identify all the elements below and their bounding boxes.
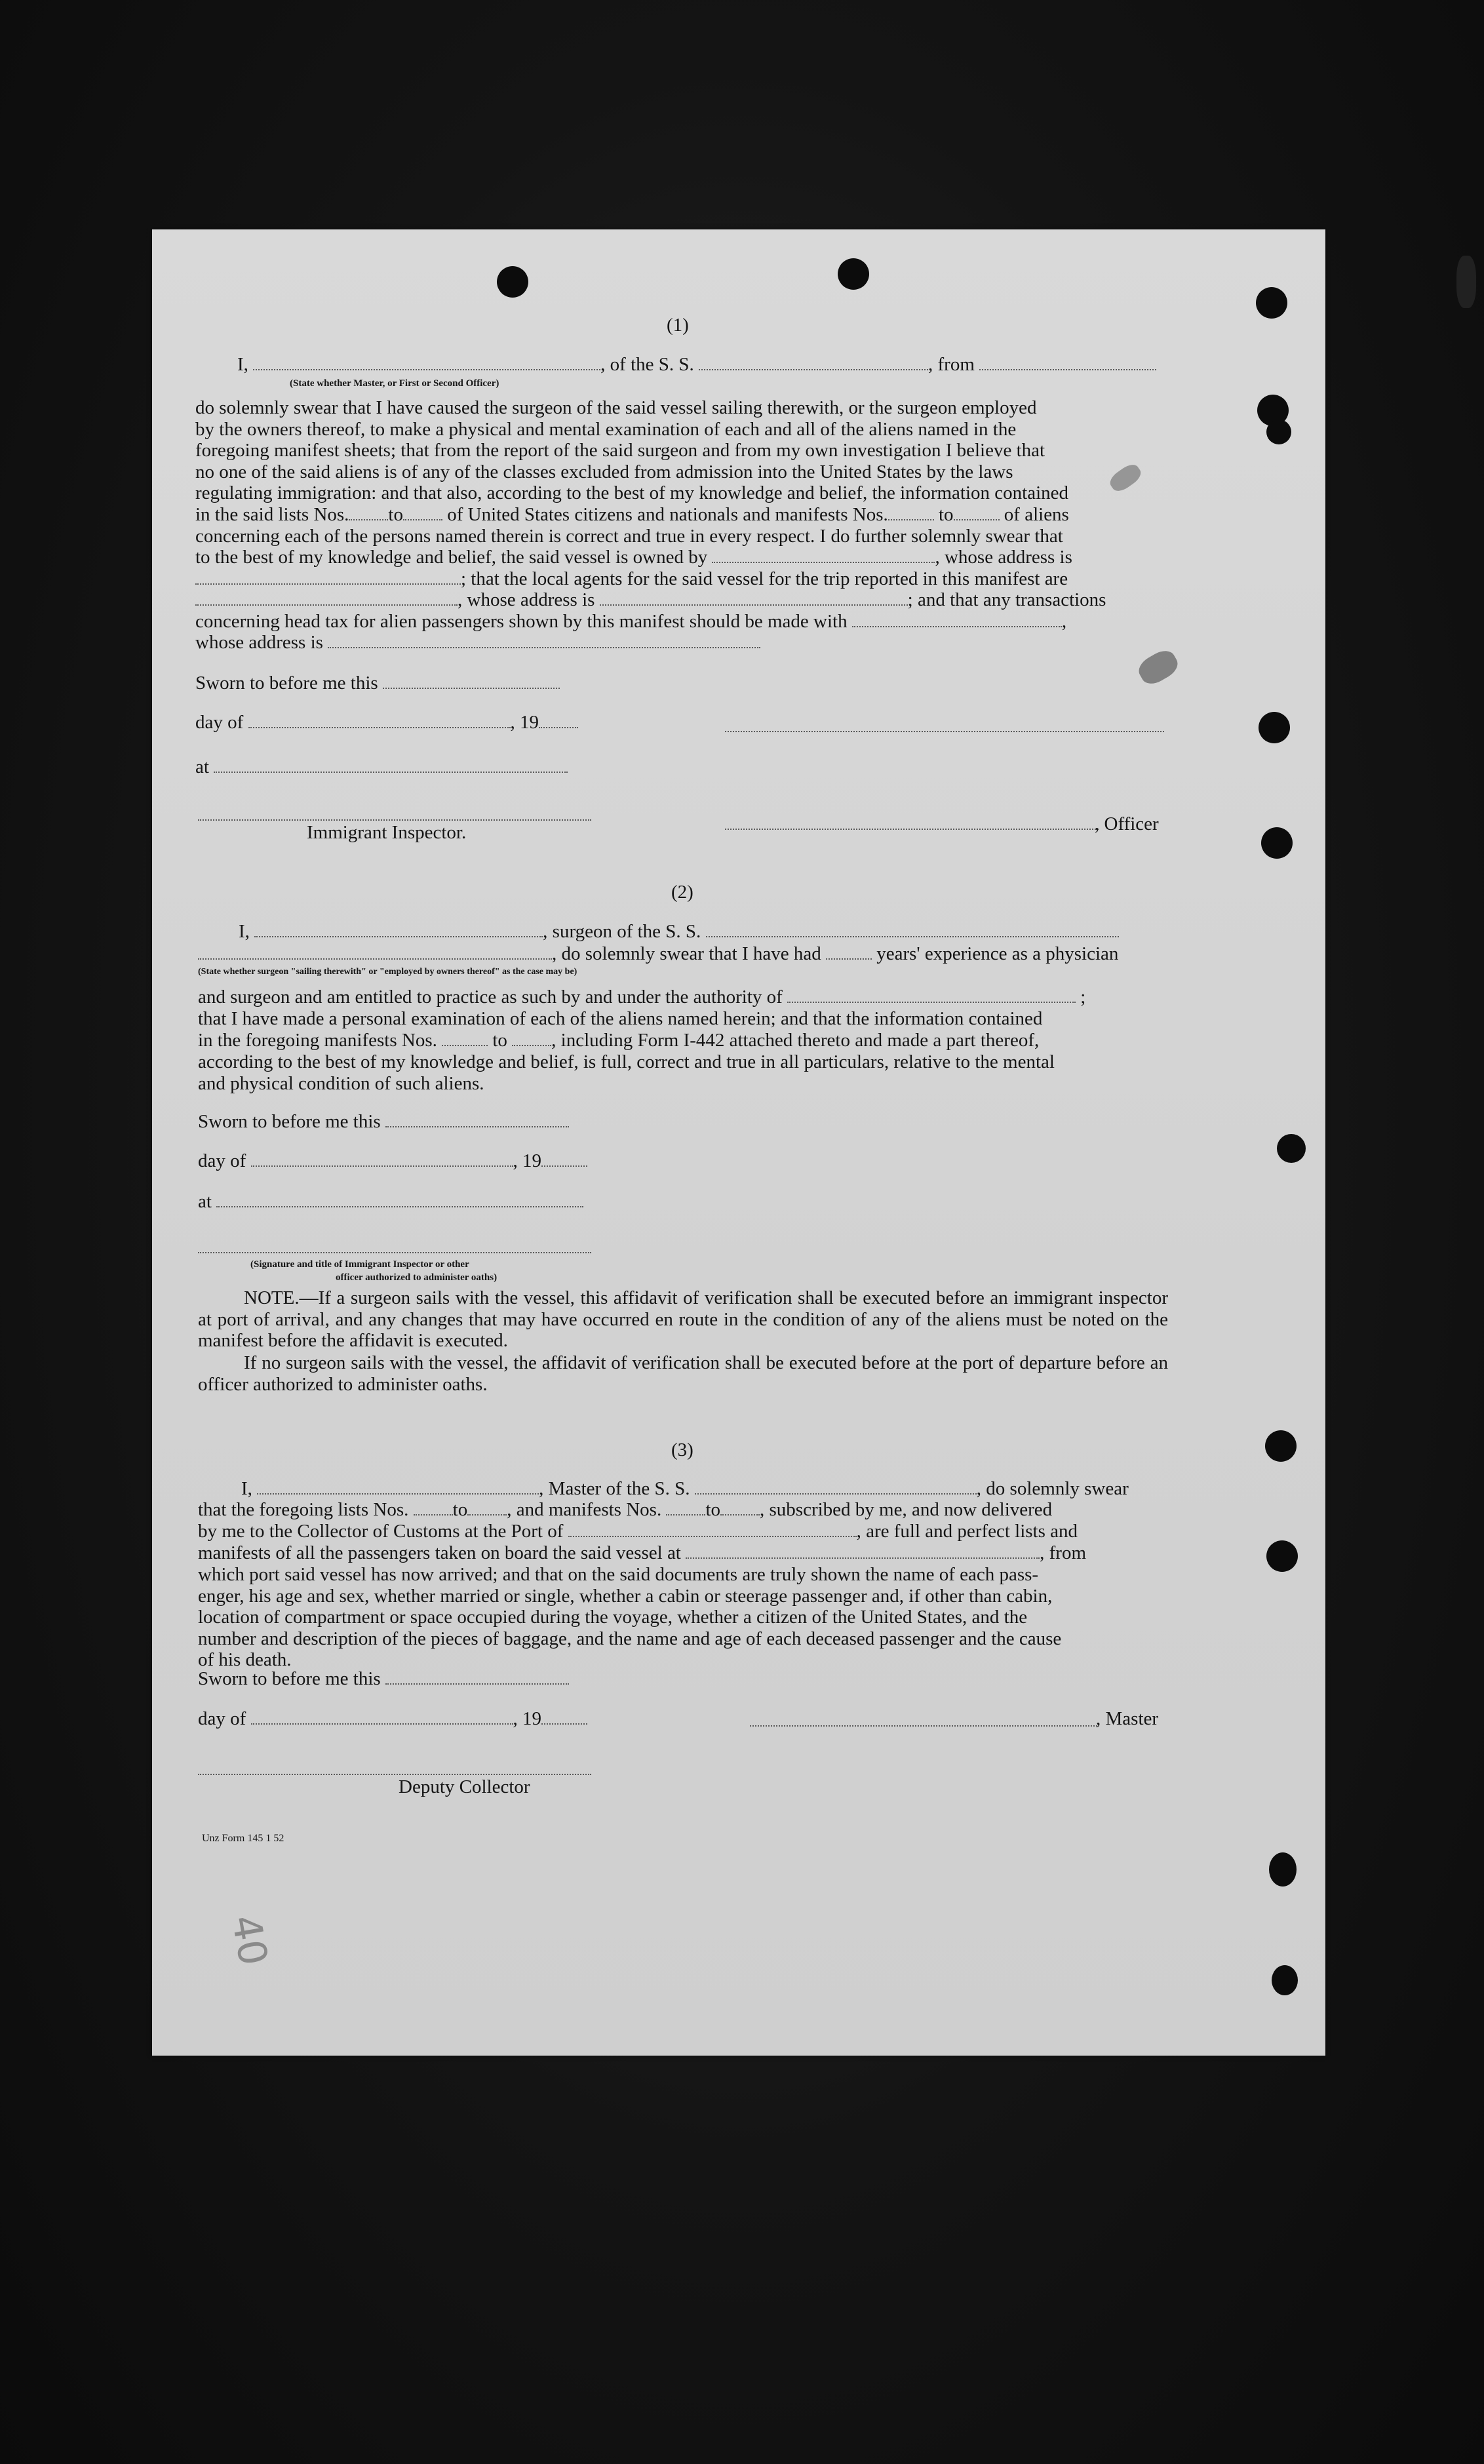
text: Sworn to before me this (198, 1668, 381, 1689)
blank-field (852, 612, 1062, 627)
body-line: of his death. (198, 1649, 292, 1671)
blank-field (720, 1500, 760, 1516)
text: to (388, 504, 403, 525)
sec2-line-7: and physical condition of such aliens. (198, 1073, 484, 1094)
text: , from (928, 354, 975, 375)
blank-field (787, 987, 1076, 1003)
blank-field (541, 1151, 587, 1167)
text: , 19 (513, 1708, 542, 1729)
sec2-at (198, 1191, 583, 1212)
punch-hole (1277, 1134, 1306, 1163)
sec2-line-1 (239, 921, 1119, 942)
sec3-sworn (198, 1668, 569, 1689)
signature-line (198, 819, 591, 821)
blank-field (214, 757, 568, 773)
sec1-sworn (195, 673, 560, 694)
text: , do solemnly swear (976, 1478, 1129, 1499)
sec2-line-6: according to the best of my knowledge and belief, is full, correct and true in all particulars, relative to the mental (198, 1051, 1055, 1072)
sec1-line-9 (195, 568, 1068, 589)
ink-smudge (1456, 256, 1476, 308)
punch-hole (1266, 420, 1291, 444)
sec1-at (195, 756, 568, 777)
text: manifests of all the passengers taken on board the said vessel at (198, 1542, 681, 1563)
text: ; and that any transactions (907, 589, 1106, 610)
section-1-number: (1) (667, 315, 689, 336)
blank-field (403, 505, 442, 520)
text: to (452, 1499, 468, 1520)
text: , subscribed by me, and now delivered (760, 1499, 1053, 1520)
section-3-number: (3) (671, 1439, 693, 1460)
text: , surgeon of the S. S. (543, 921, 701, 942)
sec2-line-4: that I have made a personal examination of each of the aliens named herein; and that the information contained (198, 1008, 1043, 1029)
text: to (938, 504, 954, 525)
blank-field (706, 922, 1119, 937)
punch-hole (1261, 827, 1293, 859)
text: ; (1080, 987, 1086, 1007)
signature-line (198, 1774, 591, 1775)
blank-field (541, 1709, 587, 1725)
sec1-officer: , Officer (1095, 813, 1159, 834)
document-page (152, 229, 1325, 2056)
sec2-sworn (198, 1111, 569, 1132)
punch-hole (1272, 1965, 1298, 1995)
body-line: do solemnly swear that I have caused the surgeon of the said vessel sailing therewith, or the surgeon employed (195, 397, 1037, 418)
sec1-line-12 (195, 632, 760, 653)
blank-field (695, 1479, 977, 1495)
text: that the foregoing lists Nos. (198, 1499, 409, 1520)
sec2-note: (State whether surgeon "sailing therewith" or "employed by owners thereof" as the case may be) (198, 967, 577, 977)
text: whose address is (195, 632, 323, 653)
text: Sworn to before me this (195, 673, 378, 694)
blank-field (979, 355, 1156, 370)
ink-smudge (1135, 646, 1182, 689)
section-2-number: (2) (671, 882, 693, 903)
text: years' experience as a physician (876, 943, 1119, 964)
body-line: foregoing manifest sheets; that from the report of the said surgeon and from my own investigation I believe that (195, 440, 1045, 461)
blank-field (467, 1500, 507, 1516)
sec2-sig-caption-1: (Signature and title of Immigrant Inspector or other (250, 1259, 469, 1270)
signature-line (198, 1252, 591, 1253)
text: at (195, 756, 209, 777)
sec1-line-header (237, 354, 1156, 375)
text: , 19 (513, 1150, 542, 1171)
text: I, (239, 921, 250, 942)
sec2-line-2 (198, 943, 1118, 964)
sec3-body (198, 1564, 1168, 1671)
blank-field (600, 590, 908, 606)
blank-field (954, 505, 1000, 520)
sec1-inspector: Immigrant Inspector. (307, 822, 467, 843)
text: , and manifests Nos. (507, 1499, 662, 1520)
body-line: no one of the said aliens is of any of the classes excluded from admission into the United States by the laws (195, 461, 1013, 482)
blank-field (442, 1030, 488, 1046)
sec1-line-6 (195, 504, 1069, 525)
blank-field (712, 547, 935, 563)
blank-field (414, 1500, 453, 1516)
text: day of (198, 1708, 246, 1729)
blank-field (385, 1669, 569, 1685)
punch-hole (1259, 712, 1290, 743)
text: day of (195, 712, 244, 733)
punch-hole (497, 266, 528, 298)
text: , including Form I-442 attached thereto and made a part thereof, (551, 1030, 1040, 1051)
blank-field (251, 1151, 513, 1167)
blank-field (257, 1479, 539, 1495)
sec3-line-1 (241, 1478, 1129, 1499)
sec2-sig-caption-2: officer authorized to administer oaths) (336, 1272, 498, 1283)
text: , whose address is (935, 547, 1072, 568)
blank-field (666, 1500, 705, 1516)
sec3-deputy: Deputy Collector (399, 1776, 530, 1797)
sec1-line-10 (195, 589, 1106, 610)
text: at (198, 1191, 212, 1212)
sec2-day (198, 1150, 587, 1171)
blank-field (251, 1709, 513, 1725)
text: day of (198, 1150, 246, 1171)
body-line: enger, his age and sex, whether married or single, whether a cabin or steerage passenger and, if other than cabin, (198, 1585, 1053, 1607)
sec1-line-11 (195, 611, 1066, 632)
sec3-line-4 (198, 1542, 1086, 1563)
sec3-line-3 (198, 1521, 1078, 1542)
text: , whose address is (458, 589, 595, 610)
sec1-line-8 (195, 547, 1072, 568)
text: , of the S. S. (600, 354, 694, 375)
blank-field (699, 355, 928, 370)
blank-field (686, 1543, 1040, 1559)
blank-field (568, 1521, 857, 1537)
sec1-body (195, 397, 1165, 504)
text: , 19 (510, 712, 539, 733)
blank-field (248, 713, 511, 728)
blank-field (826, 944, 872, 960)
signature-line (725, 731, 1164, 732)
punch-hole (1269, 1852, 1297, 1887)
body-line: number and description of the pieces of baggage, and the name and age of each deceased passenger and the cause (198, 1628, 1062, 1649)
body-line: location of compartment or space occupied during the voyage, whether a citizen of the United States, and the (198, 1607, 1028, 1628)
form-id: Unz Form 145 1 52 (202, 1833, 284, 1844)
blank-field (195, 590, 458, 606)
text: , Master of the S. S. (539, 1478, 690, 1499)
signature-line (725, 829, 1099, 830)
text: concerning head tax for alien passengers shown by this manifest should be made with (195, 611, 848, 632)
text: I, (237, 354, 248, 375)
sec2-line-3 (198, 987, 1085, 1007)
text: by me to the Collector of Customs at the Port of (198, 1521, 564, 1542)
blank-field (254, 922, 543, 937)
punch-hole (1256, 287, 1287, 319)
sec3-day (198, 1708, 587, 1729)
sec2-note-paragraph-2: If no surgeon sails with the vessel, the affidavit of verification shall be executed before at the port of departure before an officer authorized to administer oaths. (198, 1352, 1168, 1395)
punch-hole (838, 258, 869, 290)
body-line: which port said vessel has now arrived; and that on the said documents are truly shown the name of each pass- (198, 1564, 1039, 1585)
punch-hole (1265, 1430, 1297, 1462)
text: , from (1040, 1542, 1086, 1563)
sec1-note: (State whether Master, or First or Second Officer) (290, 378, 499, 389)
punch-hole (1266, 1540, 1298, 1572)
sec2-line-5 (198, 1030, 1039, 1051)
sec3-line-2 (198, 1499, 1052, 1520)
blank-field (539, 713, 578, 728)
handwritten-number: 40 (222, 1911, 277, 1969)
body-line: by the owners thereof, to make a physical and mental examination of each and all of the aliens named in the (195, 418, 1017, 440)
blank-field (383, 673, 560, 689)
text: in the foregoing manifests Nos. (198, 1030, 437, 1051)
blank-field (512, 1030, 551, 1046)
text: to the best of my knowledge and belief, the said vessel is owned by (195, 547, 708, 568)
body-line: regulating immigration: and that also, according to the best of my knowledge and belief, the information contained (195, 482, 1069, 504)
text: I, (241, 1478, 252, 1499)
blank-field (198, 944, 552, 960)
sec1-day (195, 712, 578, 733)
blank-field (888, 505, 934, 520)
text: of aliens (1004, 504, 1069, 525)
text: ; that the local agents for the said vessel for the trip reported in this manifest are (461, 568, 1068, 589)
blank-field (328, 633, 760, 648)
text: , are full and perfect lists and (856, 1521, 1078, 1542)
text: and surgeon and am entitled to practice as such by and under the authority of (198, 987, 783, 1007)
blank-field (385, 1112, 569, 1127)
blank-field (349, 505, 388, 520)
blank-field (216, 1192, 583, 1207)
text: , (1061, 611, 1067, 632)
sec2-note-paragraph-1: NOTE.—If a surgeon sails with the vessel, this affidavit of verification shall be executed before an immigrant inspector at port of arrival, and any changes that may have occurred en route in the condition of any of the aliens must be noted on the manifest before the affidavit is executed. (198, 1287, 1168, 1352)
sec1-line-7: concerning each of the persons named therein is correct and true in every respect. I do further solemnly swear that (195, 526, 1063, 547)
signature-line (750, 1725, 1097, 1727)
text: Sworn to before me this (198, 1111, 381, 1132)
text: of United States citizens and nationals and manifests Nos. (447, 504, 888, 525)
text: to (492, 1030, 507, 1051)
blank-field (253, 355, 600, 370)
sec3-master: , Master (1096, 1708, 1159, 1729)
text: to (705, 1499, 721, 1520)
text: , do solemnly swear that I have had (552, 943, 821, 964)
text: in the said lists Nos. (195, 504, 349, 525)
blank-field (195, 569, 461, 585)
